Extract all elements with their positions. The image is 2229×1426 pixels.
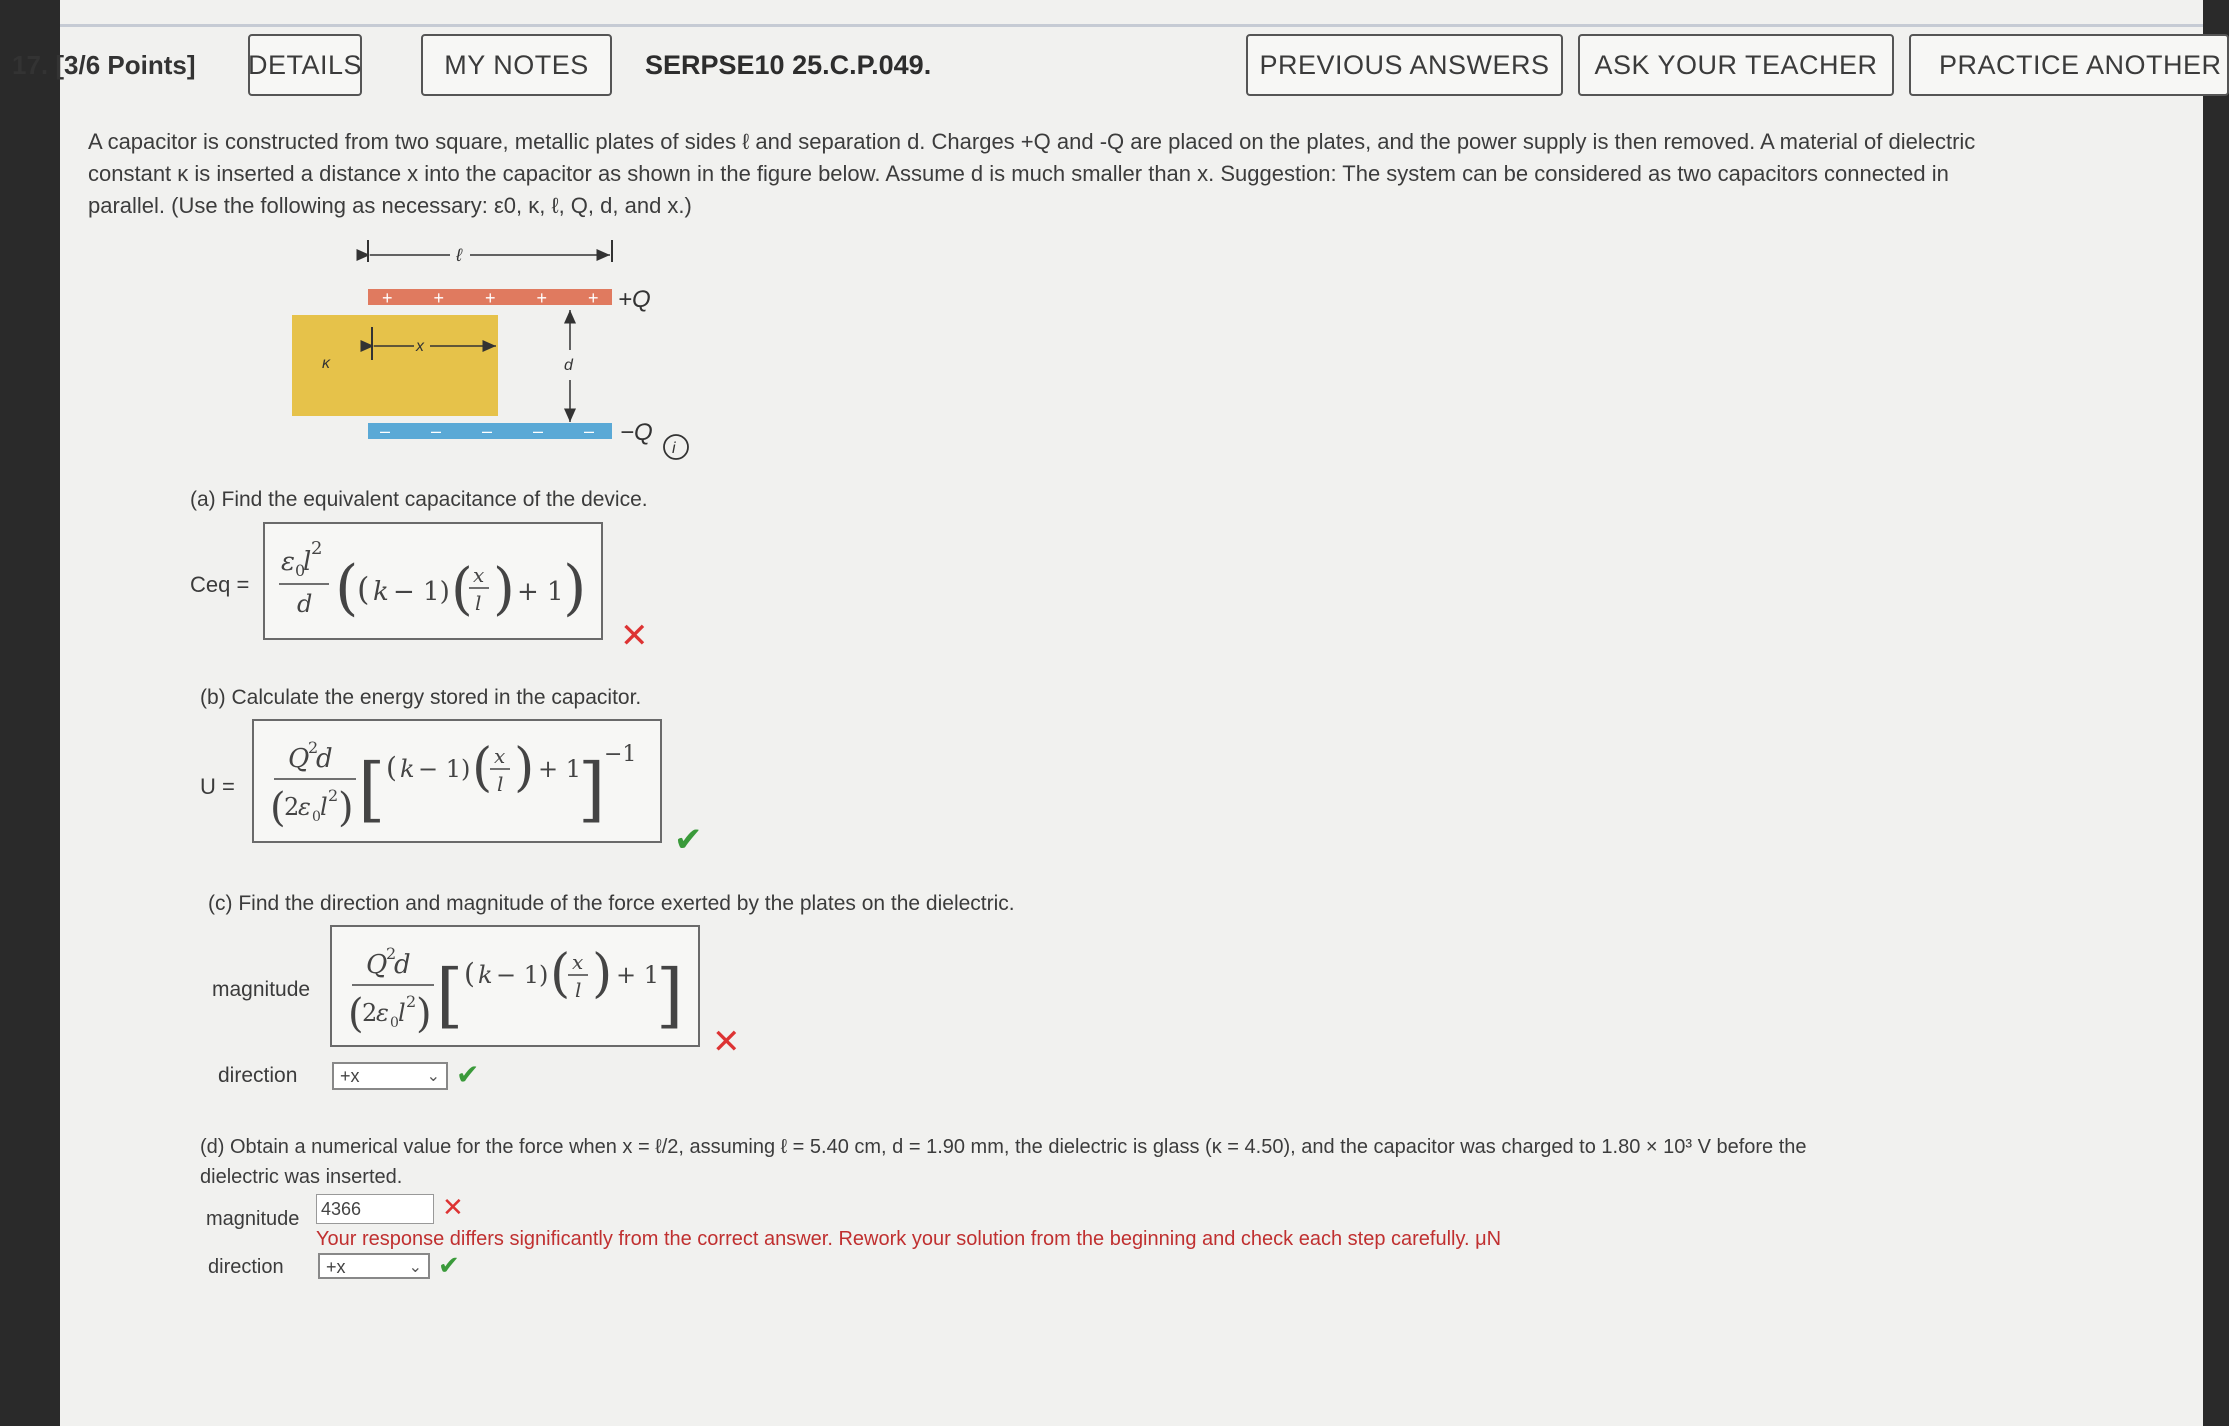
svg-text:2: 2 <box>362 999 378 1027</box>
part-d-magnitude-input[interactable]: 4366 <box>316 1194 434 1224</box>
svg-text:(: ( <box>386 751 397 784</box>
svg-text:[: [ <box>436 954 464 1036</box>
svg-text:x: x <box>473 563 485 587</box>
part-d-magnitude-label: magnitude <box>206 1208 300 1230</box>
svg-text:l: l <box>497 772 504 796</box>
svg-text:(: ( <box>550 944 571 1004</box>
svg-text:0: 0 <box>312 809 321 825</box>
part-d-direction-value: +x <box>326 1257 346 1277</box>
part-b-prompt: (b) Calculate the energy stored in the capacitor. <box>200 686 642 709</box>
part-a-incorrect-icon: ✕ <box>620 617 649 655</box>
svg-text:]: ] <box>578 748 606 830</box>
svg-text:]: ] <box>656 954 684 1036</box>
svg-text:− 1): − 1) <box>418 755 471 783</box>
info-icon-glyph: i <box>672 440 676 457</box>
svg-text:k: k <box>478 961 493 989</box>
part-c-prompt: (c) Find the direction and magnitude of the force exerted by the plates on the dielectric. <box>208 892 1015 915</box>
part-d-direction-select[interactable] <box>318 1253 430 1279</box>
svg-text:): ) <box>338 785 354 831</box>
svg-text:0: 0 <box>295 561 306 580</box>
svg-text:k: k <box>373 577 389 607</box>
svg-text:2: 2 <box>328 786 339 805</box>
part-b-correct-icon: ✔ <box>674 821 703 859</box>
problem-line-1: A capacitor is constructed from two square, metallic plates of sides ℓ and separation d. Charges +Q and -Q are placed on the plates, and the power supply is then removed. A material of dielectric <box>88 129 1976 154</box>
part-c-direction-label: direction <box>218 1064 298 1087</box>
part-d-direction-label: direction <box>208 1256 284 1278</box>
problem-statement <box>88 126 2208 222</box>
svg-text:l: l <box>475 591 482 615</box>
svg-text:d: d <box>297 590 313 618</box>
svg-text:2: 2 <box>311 538 323 559</box>
problem-line-3: parallel. (Use the following as necessary: ε0, κ, ℓ, Q, d, and x.) <box>88 193 692 218</box>
ceq-expression <box>265 524 601 638</box>
svg-text:+ 1: + 1 <box>616 961 660 989</box>
ell-label: ℓ <box>456 245 462 265</box>
details-button[interactable]: DETAILS <box>248 34 362 96</box>
d-label: d <box>564 357 573 374</box>
info-icon <box>664 435 688 459</box>
plus-q-label: +Q <box>618 286 651 313</box>
svg-text:2: 2 <box>284 793 300 821</box>
x-label: x <box>416 338 424 355</box>
ask-your-teacher-button[interactable]: ASK YOUR TEACHER <box>1578 34 1894 96</box>
svg-text:2: 2 <box>406 992 417 1011</box>
svg-text:+ 1: + 1 <box>538 755 582 783</box>
force-magnitude-answer-box[interactable] <box>330 925 700 1047</box>
part-c-direction-value: +x <box>340 1066 360 1086</box>
problem-line-2: constant κ is inserted a distance x into the capacitor as shown in the figure below. Assume d is much smaller than x. Suggestion: The system can be considered as two capacitors connected in <box>88 161 1949 186</box>
assignment-screen <box>12 0 2222 1426</box>
chevron-down-icon: ⌄ <box>408 1259 422 1276</box>
svg-text:[: [ <box>358 748 386 830</box>
svg-text:−1: −1 <box>604 742 637 767</box>
part-c-direction-correct-icon: ✔ <box>456 1059 480 1090</box>
my-notes-button[interactable]: MY NOTES <box>421 34 612 96</box>
question-number: 17. [3/6 Points] <box>12 50 196 80</box>
u-label: U = <box>200 774 235 799</box>
svg-text:l: l <box>575 978 582 1002</box>
svg-text:(: ( <box>451 557 473 622</box>
kappa-label: κ <box>322 355 330 372</box>
svg-text:l: l <box>303 547 312 577</box>
svg-text:2: 2 <box>308 738 319 757</box>
chevron-down-icon: ⌄ <box>426 1068 440 1085</box>
svg-text:(: ( <box>348 991 364 1037</box>
part-d-incorrect-icon: ✕ <box>442 1192 464 1222</box>
svg-text:d: d <box>394 950 411 980</box>
capacitor-figure <box>220 240 740 470</box>
svg-text:Q: Q <box>288 744 310 774</box>
svg-text:Q: Q <box>366 950 388 980</box>
svg-text:k: k <box>400 755 415 783</box>
svg-text:d: d <box>316 744 333 774</box>
part-d-prompt-line-1: (d) Obtain a numerical value for the force when x = ℓ/2, assuming ℓ = 5.40 cm, d = 1.90 mm, the dielectric is glass (κ = 4.50), and the capacitor was charged to 1.80 × 10³ V before the <box>200 1136 1807 1158</box>
svg-text:x: x <box>494 744 506 768</box>
svg-text:l: l <box>320 793 328 821</box>
svg-text:(: ( <box>357 570 370 608</box>
part-d-feedback: Your response differs significantly from the correct answer. Rework your solution from the beginning and check each step carefully. μN <box>316 1228 1502 1250</box>
svg-text:l: l <box>398 999 406 1027</box>
svg-text:(: ( <box>335 553 359 623</box>
svg-text:): ) <box>416 991 432 1037</box>
part-c-magnitude-label: magnitude <box>212 978 311 1001</box>
minus-q-label: −Q <box>620 419 653 446</box>
svg-text:(: ( <box>464 957 475 990</box>
plus-signs: + + + + + <box>382 288 617 308</box>
svg-text:2: 2 <box>386 944 397 963</box>
svg-text:ε: ε <box>376 999 389 1027</box>
svg-text:− 1): − 1) <box>393 577 450 607</box>
part-c-direction-select[interactable] <box>332 1062 448 1090</box>
part-d-prompt <box>200 1132 2160 1192</box>
svg-text:ε: ε <box>298 793 311 821</box>
svg-text:(: ( <box>472 738 493 798</box>
previous-answers-button[interactable]: PREVIOUS ANSWERS <box>1246 34 1563 96</box>
svg-text:x: x <box>572 950 584 974</box>
svg-text:): ) <box>563 553 587 623</box>
ceq-label: Ceq = <box>190 572 250 597</box>
svg-text:): ) <box>514 738 535 798</box>
part-a-prompt: (a) Find the equivalent capacitance of the device. <box>190 488 648 511</box>
problem-code: SERPSE10 25.C.P.049. <box>645 50 932 80</box>
svg-text:): ) <box>493 557 515 622</box>
minus-signs: – – – – – <box>380 421 613 441</box>
ceq-answer-box[interactable] <box>263 522 603 640</box>
energy-expression <box>254 721 660 841</box>
part-c-incorrect-icon: ✕ <box>712 1023 741 1061</box>
svg-text:ε: ε <box>281 547 295 577</box>
practice-another-button[interactable]: PRACTICE ANOTHER <box>1909 34 2229 96</box>
svg-text:): ) <box>592 944 613 1004</box>
svg-text:0: 0 <box>390 1015 399 1031</box>
svg-text:(: ( <box>270 785 286 831</box>
top-divider <box>60 24 2203 27</box>
svg-text:− 1): − 1) <box>496 961 549 989</box>
part-d-prompt-line-2: dielectric was inserted. <box>200 1166 403 1188</box>
svg-text:+ 1: + 1 <box>517 577 564 607</box>
energy-answer-box[interactable] <box>252 719 662 843</box>
force-expression <box>332 927 698 1045</box>
part-d-direction-correct-icon: ✔ <box>438 1250 460 1280</box>
